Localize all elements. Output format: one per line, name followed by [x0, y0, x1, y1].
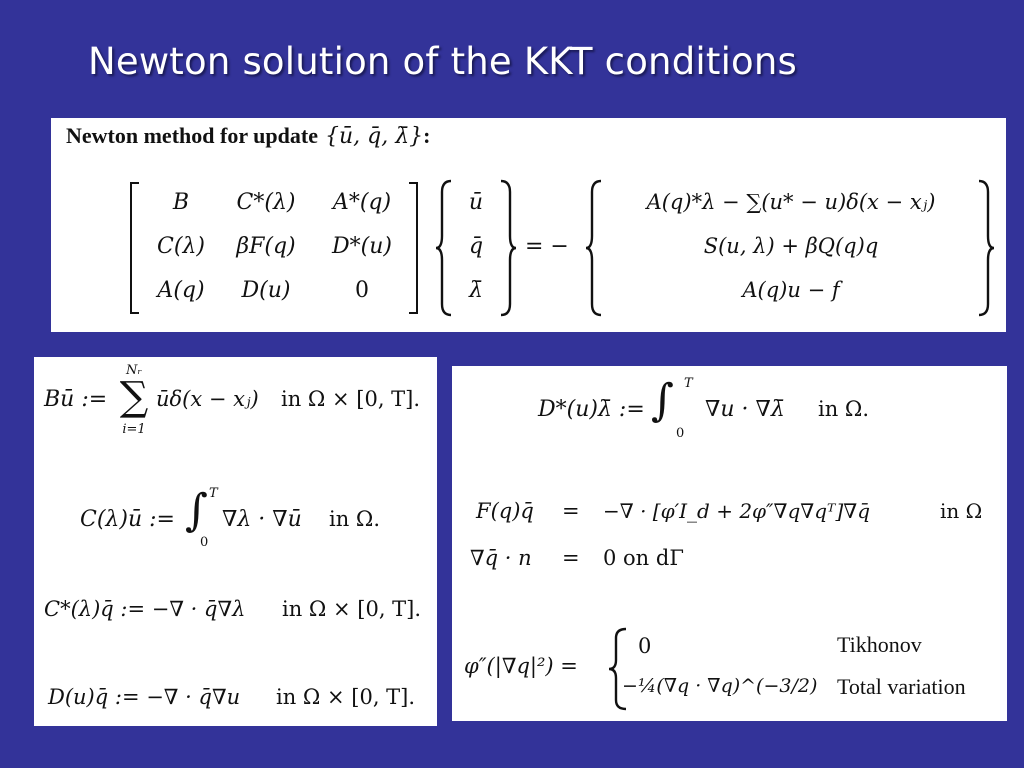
boundary-condition-rhs: 0 on dΓ [603, 546, 684, 570]
case1-value: 0 [638, 634, 652, 658]
regularization-panel [452, 366, 1007, 721]
matrix-cell: D*(u) [332, 234, 392, 259]
matrix-left-bracket [129, 182, 141, 314]
vector-left-brace [435, 180, 453, 316]
case1-label: Tikhonov [837, 632, 922, 657]
case2-label: Total variation [837, 674, 966, 699]
c-operator-domain: in Ω. [329, 507, 381, 531]
b-sum-symbol: ∑ [119, 374, 149, 420]
b-operator-domain: in Ω × [0, T]. [281, 387, 421, 411]
boundary-condition-lhs: ∇q̄ · n [470, 546, 532, 570]
f-operator-lhs: F(q)q̄ [476, 499, 534, 523]
b-sum-upper-limit: Nᵣ [126, 363, 142, 378]
rhs-entry: A(q)*λ − ∑(u* − u)δ(x − xⱼ) [646, 190, 936, 214]
vector-right-brace [499, 180, 517, 316]
rhs-entry: A(q)u − f [742, 278, 840, 302]
matrix-cell: C(λ) [157, 234, 205, 259]
dstar-integral-symbol: ∫ [651, 375, 674, 426]
newton-heading-text: Newton method for update [66, 123, 318, 148]
f-operator-equals: = [562, 499, 580, 523]
matrix-cell: A*(q) [332, 190, 392, 215]
rhs-right-brace [977, 180, 995, 316]
d-operator-domain: in Ω × [0, T]. [276, 685, 416, 709]
c-integral-upper: T [209, 486, 218, 501]
boundary-condition-equals: = [562, 546, 580, 570]
cstar-operator: C*(λ)q̄ := −∇ · q̄∇λ [44, 597, 246, 621]
b-operator-rhs: ūδ(x − xⱼ) [156, 387, 259, 411]
b-sum-lower-limit: i=1 [122, 422, 146, 437]
newton-system-panel [51, 118, 1006, 332]
newton-heading [66, 123, 430, 149]
newton-heading-set: {ū, q̄, λ̄} [324, 124, 424, 149]
matrix-cell: βF(q) [236, 234, 296, 259]
cases-brace [608, 628, 628, 710]
c-operator-lhs: C(λ)ū := [80, 507, 175, 532]
vector-entry: ū [468, 190, 484, 215]
c-operator-rhs: ∇λ · ∇ū [222, 507, 302, 532]
phi-definition-lhs: φ″(|∇q|²) = [464, 654, 578, 678]
newton-heading-colon: : [423, 123, 431, 148]
dstar-operator-rhs: ∇u · ∇λ̄ [705, 397, 785, 422]
slide-title: Newton solution of the KKT conditions [88, 40, 798, 83]
matrix-cell: 0 [355, 278, 369, 303]
dstar-operator-domain: in Ω. [818, 397, 870, 421]
matrix-cell: C*(λ) [236, 190, 296, 215]
c-integral-symbol: ∫ [185, 485, 208, 536]
dstar-operator-lhs: D*(u)λ̄ := [538, 397, 645, 422]
operator-definitions-panel [34, 357, 437, 726]
matrix-right-bracket [407, 182, 419, 314]
case2-value: −¼(∇q · ∇q)^(−3/2) [622, 675, 818, 697]
dstar-integral-upper: T [684, 376, 693, 391]
matrix-cell: A(q) [157, 278, 205, 303]
f-operator-rhs: −∇ · [φ′I_d + 2φ″∇q∇qᵀ]∇q̄ [603, 499, 871, 523]
vector-entry: λ̄ [469, 278, 483, 303]
equals-minus: = − [525, 234, 569, 259]
rhs-left-brace [585, 180, 603, 316]
d-operator: D(u)q̄ := −∇ · q̄∇u [48, 685, 241, 709]
vector-entry: q̄ [468, 234, 484, 259]
matrix-cell: B [172, 190, 190, 215]
rhs-entry: S(u, λ) + βQ(q)q [703, 234, 879, 258]
c-integral-lower: 0 [200, 535, 209, 550]
b-operator-lhs: Bū := [44, 387, 108, 412]
matrix-cell: D(u) [241, 278, 291, 303]
f-operator-domain: in Ω [940, 499, 983, 523]
cstar-operator-domain: in Ω × [0, T]. [282, 597, 422, 621]
dstar-integral-lower: 0 [676, 426, 685, 441]
